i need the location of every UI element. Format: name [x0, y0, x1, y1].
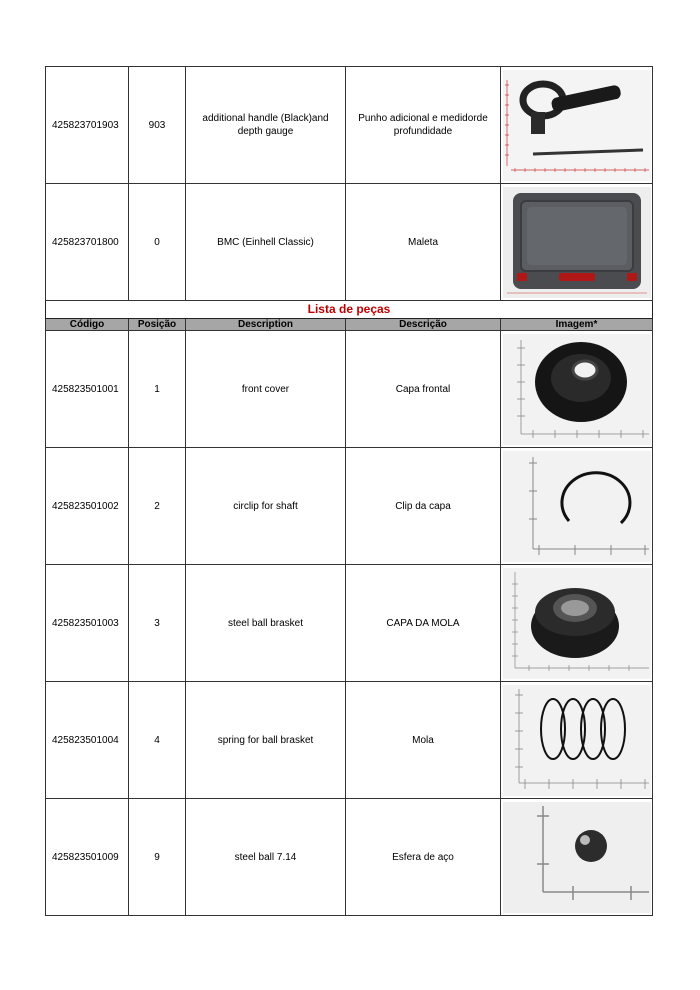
part-image-cell [501, 799, 653, 916]
part-position: 1 [129, 331, 186, 448]
steel-ball-photo [503, 802, 651, 913]
part-descricao: CAPA DA MOLA [346, 565, 501, 682]
table-row [46, 184, 653, 301]
part-descricao: Capa frontal [346, 331, 501, 448]
part-description: steel ball brasket [186, 565, 346, 682]
part-image-cell [501, 565, 653, 682]
part-position: 3 [129, 565, 186, 682]
spring-photo [503, 685, 651, 796]
part-descricao: Maleta [346, 184, 501, 301]
table-row [46, 799, 653, 916]
handle-photo [503, 70, 651, 181]
part-position: 4 [129, 682, 186, 799]
table-row [46, 67, 653, 184]
front-cover-photo [503, 334, 651, 445]
page-title: Lista de peças [46, 301, 653, 319]
table-row [46, 565, 653, 682]
part-code: 425823701903 [46, 67, 129, 184]
part-image-cell [501, 682, 653, 799]
column-header-posicao: Posição [129, 319, 186, 331]
part-code: 425823501002 [46, 448, 129, 565]
table-row [46, 682, 653, 799]
part-image-cell [501, 448, 653, 565]
circlip-photo [503, 451, 651, 562]
part-description: circlip for shaft [186, 448, 346, 565]
case-photo [503, 187, 651, 298]
column-header-codigo: Código [46, 319, 129, 331]
part-code: 425823501004 [46, 682, 129, 799]
part-code: 425823501003 [46, 565, 129, 682]
part-position: 0 [129, 184, 186, 301]
column-header-description: Description [186, 319, 346, 331]
part-descricao: Clip da capa [346, 448, 501, 565]
table-row [46, 448, 653, 565]
column-header-imagem: Imagem* [501, 319, 653, 331]
part-descricao: Punho adicional e medidorde profundidade [346, 67, 501, 184]
part-image-cell [501, 184, 653, 301]
part-description: steel ball 7.14 [186, 799, 346, 916]
part-position: 2 [129, 448, 186, 565]
part-description: spring for ball brasket [186, 682, 346, 799]
part-description: additional handle (Black)and depth gauge [186, 67, 346, 184]
part-image-cell [501, 67, 653, 184]
part-position: 903 [129, 67, 186, 184]
part-code: 425823501001 [46, 331, 129, 448]
table-row [46, 331, 653, 448]
part-code: 425823501009 [46, 799, 129, 916]
ball-basket-photo [503, 568, 651, 679]
part-description: BMC (Einhell Classic) [186, 184, 346, 301]
part-descricao: Mola [346, 682, 501, 799]
header-row [46, 319, 653, 331]
part-description: front cover [186, 331, 346, 448]
part-image-cell [501, 331, 653, 448]
part-descricao: Esfera de aço [346, 799, 501, 916]
title-row [46, 301, 653, 319]
part-position: 9 [129, 799, 186, 916]
column-header-descricao: Descrição [346, 319, 501, 331]
part-code: 425823701800 [46, 184, 129, 301]
parts-table [45, 66, 653, 916]
